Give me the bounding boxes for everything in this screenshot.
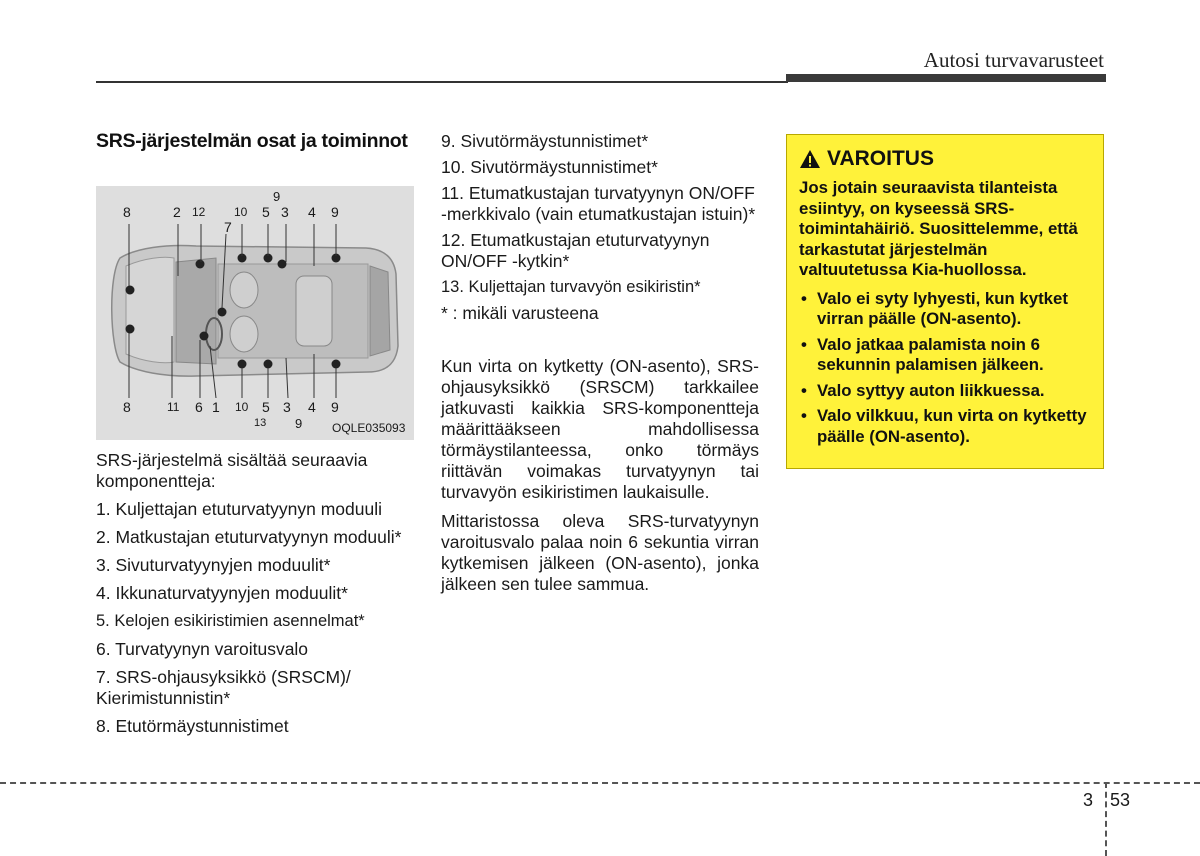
diagram-label: 9: [273, 189, 281, 204]
diagram-label: 5: [262, 399, 270, 415]
sensor-dot: [200, 332, 209, 341]
sensor-dot: [196, 260, 205, 269]
warning-header: [799, 147, 1093, 171]
diagram-label: 11: [167, 400, 180, 414]
sensor-dot: [238, 360, 247, 369]
list-item: 4. Ikkunaturvatyynyjen moduulit*: [96, 583, 348, 603]
warning-item-text: Valo syttyy auton liikkuessa.: [817, 380, 1045, 400]
diagram-label: 2: [173, 204, 181, 220]
list-item: 13. Kuljettajan turvavyön esikiristin*: [441, 278, 701, 296]
warning-item: [799, 406, 1093, 447]
sensor-dot: [126, 286, 135, 295]
component-list: [96, 499, 414, 737]
component-list-continued: [441, 131, 759, 298]
warning-item-text: Valo vilkkuu, kun virta on kytketty päälle (ON-asento).: [817, 406, 1087, 446]
list-item: 2. Matkustajan etuturvatyynyn moduuli*: [96, 527, 402, 547]
list-item: 10. Sivutörmäystunnistimet*: [441, 157, 658, 177]
footer-divider: [0, 782, 1200, 784]
warning-item: [799, 289, 1093, 330]
header-rule: [96, 81, 788, 83]
diagram-label: 9: [331, 204, 339, 220]
warning-intro: Jos jotain seuraavista tilanteista esiintyy, on kyseessä SRS-toimintahäiriö. Suosittelemme, että tarkastutat järjestelmän valtuutetussa Kia-huollossa.: [799, 178, 1078, 279]
warning-item-text: Valo jatkaa palamista noin 6 sekunnin palamisen jälkeen.: [817, 334, 1044, 374]
diagram-label: 3: [281, 204, 289, 220]
diagram-label: 1: [212, 399, 220, 415]
srs-component-diagram: [96, 186, 414, 440]
column-left-text: [96, 450, 414, 744]
bullet-icon: •: [801, 380, 807, 400]
footnote: * : mikäli varusteena: [441, 303, 599, 323]
warning-item-text: Valo ei syty lyhyesti, kun kytket virran päälle (ON-asento).: [817, 288, 1068, 328]
diagram-label: 9: [331, 399, 339, 415]
bullet-icon: •: [801, 334, 807, 354]
list-item: 3. Sivuturvatyynyjen moduulit*: [96, 555, 331, 575]
diagram-label: 4: [308, 204, 316, 220]
page-number: 53: [1110, 790, 1131, 810]
list-item: 7. SRS-ohjausyksikkö (SRSCM)/ Kierimistunnistin*: [96, 667, 351, 708]
bullet-icon: •: [801, 406, 807, 425]
diagram-label: 5: [262, 204, 270, 220]
intro-paragraph: SRS-järjestelmä sisältää seuraavia komponentteja:: [96, 450, 368, 491]
warning-box: [786, 134, 1104, 469]
diagram-label: 10: [235, 400, 249, 414]
footer-vertical-divider: [1105, 782, 1107, 856]
sensor-dot: [332, 360, 341, 369]
diagram-label: 8: [123, 204, 131, 220]
warning-item: [799, 381, 1093, 402]
warning-list: [799, 289, 1093, 448]
seat-front-left: [230, 316, 258, 352]
diagram-label: 10: [234, 205, 248, 219]
running-header: Autosi turvavarusteet: [923, 48, 1104, 72]
body-paragraph: Mittaristossa oleva SRS-turvatyynyn varoitusvalo palaa noin 6 sekuntia virran kytkemisen jälkeen (ON-asento), jonka jälkeen sen tulee sammua.: [441, 511, 759, 594]
list-item: 8. Etutörmäystunnistimet: [96, 716, 289, 736]
diagram-label: 7: [224, 219, 232, 235]
car-top-view: [96, 186, 414, 440]
list-item: 6. Turvatyynyn varoitusvalo: [96, 639, 309, 659]
diagram-label: 6: [195, 399, 203, 415]
sensor-dot: [126, 325, 135, 334]
diagram-code: OQLE035093: [332, 421, 406, 435]
seat-front-right: [230, 272, 258, 308]
header-rule-accent: [786, 74, 1106, 82]
bullet-icon: •: [801, 288, 807, 308]
warning-triangle-icon: [799, 149, 821, 169]
sensor-dot: [218, 308, 227, 317]
seat-rear: [296, 276, 332, 346]
diagram-label: 3: [283, 399, 291, 415]
warning-title: VAROITUS: [827, 147, 934, 170]
rear-window-shape: [370, 266, 390, 356]
column-left-heading: [96, 130, 414, 153]
diagram-label: 13: [254, 417, 267, 429]
list-item: 5. Kelojen esikiristimien asennelmat*: [96, 612, 365, 630]
list-item: 12. Etumatkustajan etuturvatyynyn ON/OFF -kytkin*: [441, 230, 710, 271]
column-middle: [441, 131, 759, 603]
sensor-dot: [264, 360, 273, 369]
chapter-number: 3: [1083, 790, 1094, 810]
sensor-dot: [278, 260, 287, 269]
warning-item: [799, 335, 1093, 376]
body-paragraph: Kun virta on kytketty (ON-asento), SRS-ohjausyksikkö (SRSCM) tarkkailee jatkuvasti kaikkia SRS-komponentteja määrittääkseen mahdollisessa törmäystilanteessa, onko törmäys riittävän voimakas turvatyynyn tai turvavyön esikiristimen laukaisulle.: [441, 356, 759, 502]
car-hood-shape: [126, 257, 174, 362]
diagram-label: 8: [123, 399, 131, 415]
section-heading: SRS-järjestelmän osat ja toiminnot: [96, 130, 408, 152]
list-item: 11. Etumatkustajan turvatyynyn ON/OFF -merkkivalo (vain etumatkustajan istuin)*: [441, 183, 756, 224]
list-item: 9. Sivutörmäystunnistimet*: [441, 131, 649, 151]
list-item: 1. Kuljettajan etuturvatyynyn moduuli: [96, 499, 382, 519]
diagram-label: 9: [295, 416, 303, 431]
diagram-label: 4: [308, 399, 316, 415]
diagram-label: 12: [192, 205, 206, 219]
